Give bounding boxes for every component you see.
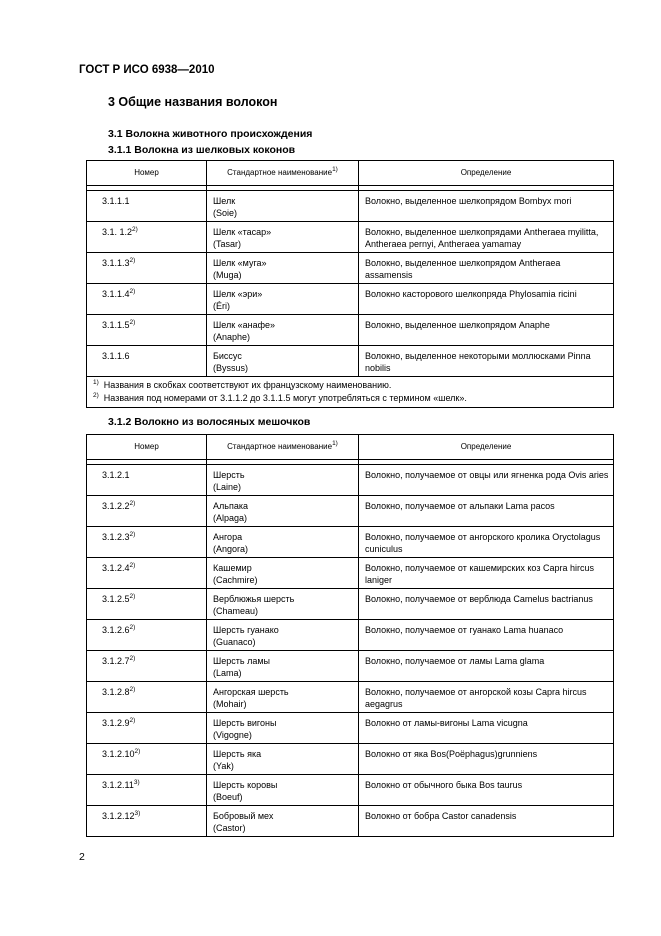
table-header-row bbox=[87, 435, 614, 460]
name-russian: Шерсть bbox=[213, 470, 245, 480]
name-french: (Cachmire) bbox=[213, 575, 258, 585]
row-definition: Волокно от бобра Castor canadensis bbox=[359, 806, 614, 837]
subsection-title-hair-follicles: 3.1.2 Волокно из волосяных мешочков bbox=[108, 416, 311, 428]
name-russian: Шелк «тасар» bbox=[213, 227, 272, 237]
name-french: (Muga) bbox=[213, 270, 242, 280]
name-french: (Tasar) bbox=[213, 239, 242, 249]
row-standard-name bbox=[207, 558, 359, 589]
header-definition: Определение bbox=[359, 435, 614, 460]
table-row bbox=[87, 346, 614, 377]
name-french: (Chameau) bbox=[213, 606, 259, 616]
table-row bbox=[87, 496, 614, 527]
table-row bbox=[87, 682, 614, 713]
name-russian: Альпака bbox=[213, 501, 248, 511]
row-number: 3.1.2.5$^{2)}$ bbox=[87, 589, 207, 620]
name-french: (Anaphe) bbox=[213, 332, 251, 342]
name-russian: Шелк «анафе» bbox=[213, 320, 276, 330]
name-french: (Angora) bbox=[213, 544, 249, 554]
row-definition: Волокно, получаемое от альпаки Lama pacos bbox=[359, 496, 614, 527]
header-standard-name: Стандартное наименование$^{1)}$ bbox=[207, 161, 359, 186]
table-row bbox=[87, 806, 614, 837]
row-definition: Волокно касторового шелкопряда Phylosamia ricini bbox=[359, 284, 614, 315]
row-standard-name bbox=[207, 620, 359, 651]
footnote-1: $^{1)}$ Названия в скобках соответствуют их французскому наименованию. bbox=[93, 379, 392, 390]
row-standard-name bbox=[207, 346, 359, 377]
row-definition: Волокно, выделенное шелкопрядом Bombyx mori bbox=[359, 191, 614, 222]
row-definition: Волокно, получаемое от ангорской козы Capra hircus aegagrus bbox=[359, 682, 614, 713]
name-russian: Верблюжья шерсть bbox=[213, 594, 295, 604]
row-number: 3.1.2.9$^{2)}$ bbox=[87, 713, 207, 744]
row-definition: Волокно, получаемое от ламы Lama glama bbox=[359, 651, 614, 682]
table-row bbox=[87, 775, 614, 806]
row-number: 3.1.2.3$^{2)}$ bbox=[87, 527, 207, 558]
name-russian: Ангора bbox=[213, 532, 243, 542]
row-standard-name bbox=[207, 253, 359, 284]
table-row bbox=[87, 284, 614, 315]
row-number: 3.1.1.5$^{2)}$ bbox=[87, 315, 207, 346]
table-row bbox=[87, 527, 614, 558]
table-row bbox=[87, 713, 614, 744]
silk-fibres-table bbox=[86, 160, 614, 408]
name-russian: Шелк bbox=[213, 196, 236, 206]
row-definition: Волокно, получаемое от ангорского кролика Oryctolagus cuniculus bbox=[359, 527, 614, 558]
row-number: 3.1.1.6 bbox=[87, 346, 207, 377]
name-french: (Laine) bbox=[213, 482, 242, 492]
name-russian: Шерсть ламы bbox=[213, 656, 270, 666]
row-number: 3.1.2.10$^{2)}$ bbox=[87, 744, 207, 775]
table-row bbox=[87, 744, 614, 775]
table-row bbox=[87, 589, 614, 620]
page-number: 2 bbox=[79, 851, 85, 863]
row-definition: Волокно, выделенное шелкопрядами Antheraea myilitta, Antheraea pernyi, Antheraea yamamay bbox=[359, 222, 614, 253]
row-standard-name bbox=[207, 682, 359, 713]
row-standard-name bbox=[207, 589, 359, 620]
name-french: (Byssus) bbox=[213, 363, 249, 373]
name-french: (Alpaga) bbox=[213, 513, 248, 523]
name-french: (Vigogne) bbox=[213, 730, 252, 740]
row-definition: Волокно, выделенное шелкопрядом Antheraea assamensis bbox=[359, 253, 614, 284]
header-number: Номер bbox=[87, 161, 207, 186]
name-russian: Шерсть яка bbox=[213, 749, 262, 759]
row-definition: Волокно, выделенное шелкопрядом Anaphe bbox=[359, 315, 614, 346]
row-number: 3.1.1.4$^{2)}$ bbox=[87, 284, 207, 315]
name-french: (Yak) bbox=[213, 761, 234, 771]
section-title: 3 Общие названия волокон bbox=[108, 95, 278, 109]
footnote-2: $^{2)}$ Названия под номерами от 3.1.1.2 до 3.1.1.5 могут употребляться с термином «шелк». bbox=[93, 392, 467, 403]
subsection-title-animal-fibres: 3.1 Волокна животного происхождения bbox=[108, 128, 313, 140]
name-russian: Шелк «эри» bbox=[213, 289, 263, 299]
table-row bbox=[87, 191, 614, 222]
name-russian: Шелк «муга» bbox=[213, 258, 267, 268]
name-russian: Шерсть гуанако bbox=[213, 625, 279, 635]
row-standard-name bbox=[207, 806, 359, 837]
row-standard-name bbox=[207, 496, 359, 527]
row-standard-name bbox=[207, 744, 359, 775]
row-standard-name bbox=[207, 222, 359, 253]
row-number: 3.1. 1.2$^{2)}$ bbox=[87, 222, 207, 253]
header-definition: Определение bbox=[359, 161, 614, 186]
name-russian: Биссус bbox=[213, 351, 242, 361]
row-number: 3.1.2.7$^{2)}$ bbox=[87, 651, 207, 682]
name-russian: Ангорская шерсть bbox=[213, 687, 289, 697]
row-standard-name bbox=[207, 191, 359, 222]
row-definition: Волокно от ламы-вигоны Lama vicugna bbox=[359, 713, 614, 744]
header-standard-name: Стандартное наименование$^{1)}$ bbox=[207, 435, 359, 460]
row-standard-name bbox=[207, 284, 359, 315]
document-header: ГОСТ Р ИСО 6938—2010 bbox=[79, 64, 215, 76]
row-number: 3.1.2.6$^{2)}$ bbox=[87, 620, 207, 651]
row-number: 3.1.2.12$^{3)}$ bbox=[87, 806, 207, 837]
name-french: (Guanaco) bbox=[213, 637, 256, 647]
row-definition: Волокно, получаемое от гуанако Lama huanaco bbox=[359, 620, 614, 651]
name-french: (Éri) bbox=[213, 301, 230, 311]
name-french: (Lama) bbox=[213, 668, 242, 678]
name-russian: Кашемир bbox=[213, 563, 252, 573]
row-definition: Волокно, получаемое от овцы или ягненка рода Ovis aries bbox=[359, 465, 614, 496]
hair-fibres-table bbox=[86, 434, 614, 837]
footnotes bbox=[87, 377, 614, 408]
name-russian: Шерсть коровы bbox=[213, 780, 278, 790]
row-standard-name bbox=[207, 651, 359, 682]
row-number: 3.1.1.1 bbox=[87, 191, 207, 222]
table-row bbox=[87, 315, 614, 346]
row-standard-name bbox=[207, 775, 359, 806]
table-row bbox=[87, 620, 614, 651]
row-definition: Волокно от яка Bos(Poёphagus)grunniens bbox=[359, 744, 614, 775]
row-number: 3.1.2.4$^{2)}$ bbox=[87, 558, 207, 589]
table-row bbox=[87, 222, 614, 253]
name-french: (Boeuf) bbox=[213, 792, 243, 802]
table-row bbox=[87, 651, 614, 682]
row-number: 3.1.2.2$^{2)}$ bbox=[87, 496, 207, 527]
row-standard-name bbox=[207, 315, 359, 346]
table-row bbox=[87, 558, 614, 589]
row-number: 3.1.1.3$^{2)}$ bbox=[87, 253, 207, 284]
row-standard-name bbox=[207, 527, 359, 558]
table-row bbox=[87, 465, 614, 496]
table-row bbox=[87, 253, 614, 284]
name-russian: Бобровый мех bbox=[213, 811, 274, 821]
table-header-row bbox=[87, 161, 614, 186]
name-french: (Soie) bbox=[213, 208, 238, 218]
row-number: 3.1.2.8$^{2)}$ bbox=[87, 682, 207, 713]
row-standard-name bbox=[207, 465, 359, 496]
row-definition: Волокно от обычного быка Bos taurus bbox=[359, 775, 614, 806]
row-standard-name bbox=[207, 713, 359, 744]
name-french: (Mohair) bbox=[213, 699, 247, 709]
subsection-title-silk-cocoons: 3.1.1 Волокна из шелковых коконов bbox=[108, 144, 296, 156]
row-definition: Волокно, получаемое от верблюда Camelus bactrianus bbox=[359, 589, 614, 620]
name-russian: Шерсть вигоны bbox=[213, 718, 277, 728]
row-definition: Волокно, получаемое от кашемирских коз Capra hircus laniger bbox=[359, 558, 614, 589]
row-number: 3.1.2.11$^{3)}$ bbox=[87, 775, 207, 806]
row-definition: Волокно, выделенное некоторыми моллюсками Pinna nobilis bbox=[359, 346, 614, 377]
footnotes-row bbox=[87, 377, 614, 408]
name-french: (Castor) bbox=[213, 823, 246, 833]
row-number: 3.1.2.1 bbox=[87, 465, 207, 496]
header-number: Номер bbox=[87, 435, 207, 460]
